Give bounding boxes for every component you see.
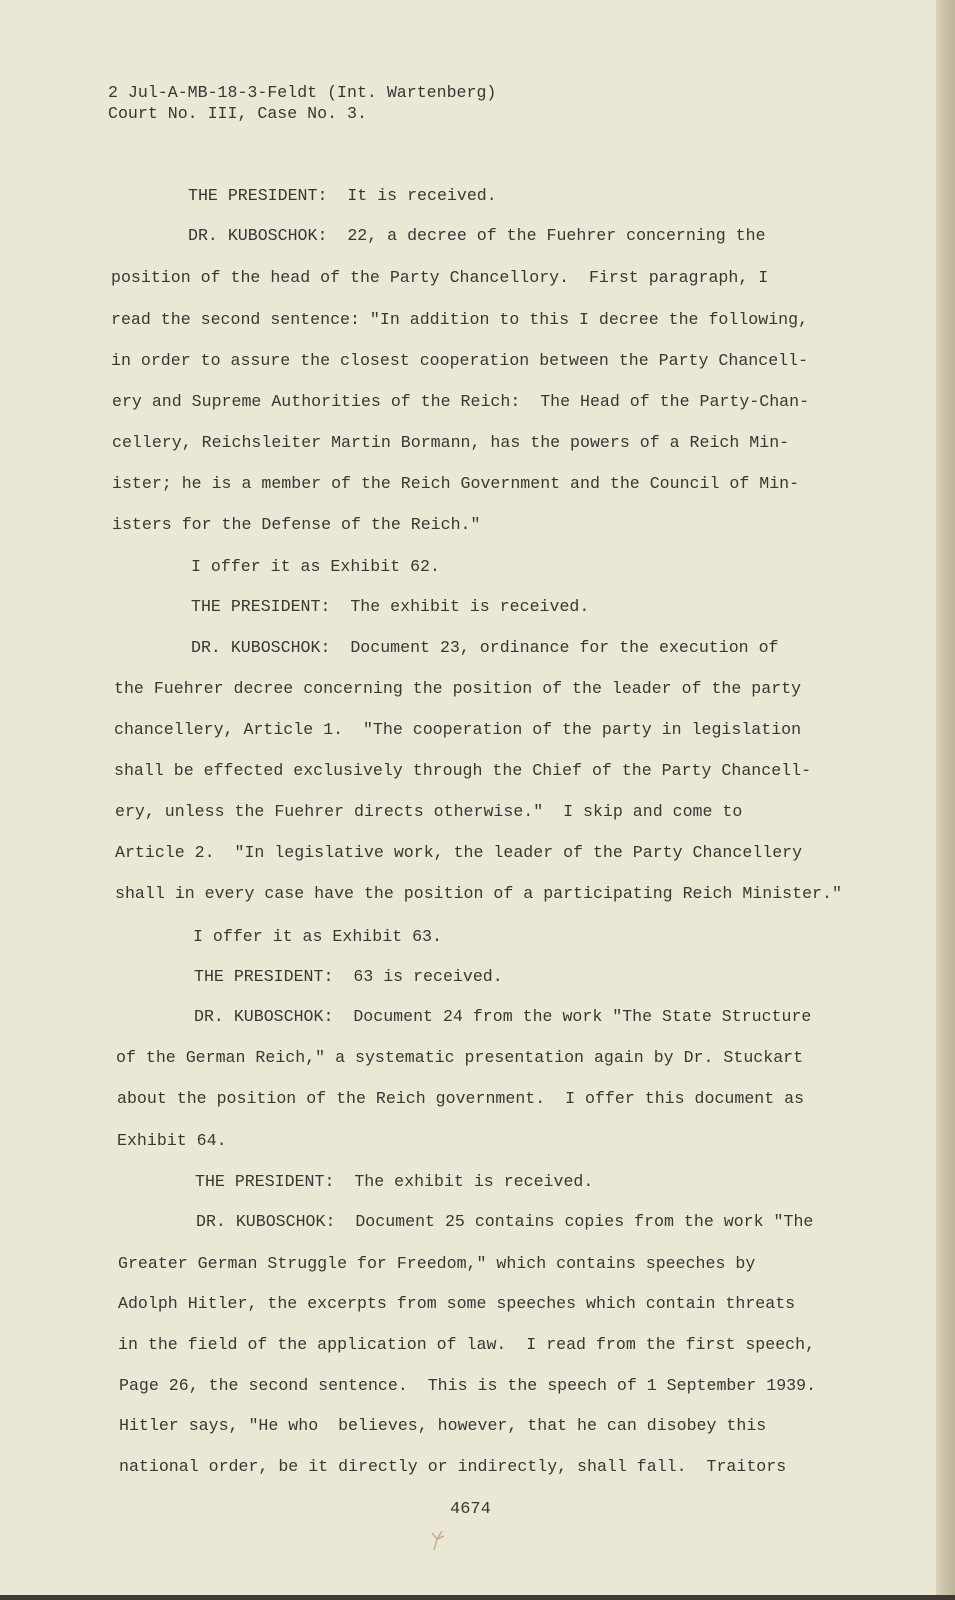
text-line: DR. KUBOSCHOK: 22, a decree of the Fuehrer concerning the <box>188 226 766 245</box>
text-line: read the second sentence: "In addition to this I decree the following, <box>111 310 809 329</box>
text-line: Adolph Hitler, the excerpts from some speeches which contain threats <box>118 1294 796 1313</box>
text-line: chancellery, Article 1. "The cooperation of the party in legislation <box>114 720 802 739</box>
text-line: the Fuehrer decree concerning the position of the leader of the party <box>114 679 802 698</box>
text-line: Exhibit 64. <box>117 1131 227 1150</box>
text-line: I offer it as Exhibit 62. <box>191 557 440 576</box>
text-line: ery and Supreme Authorities of the Reich: The Head of the Party-Chan- <box>112 392 810 411</box>
text-line: of the German Reich," a systematic presentation again by Dr. Stuckart <box>116 1048 804 1067</box>
text-line: national order, be it directly or indirectly, shall fall. Traitors <box>119 1457 787 1476</box>
text-line: ery, unless the Fuehrer directs otherwise." I skip and come to <box>115 802 743 821</box>
text-line: isters for the Defense of the Reich." <box>112 515 481 534</box>
text-line: ister; he is a member of the Reich Government and the Council of Min- <box>112 474 800 493</box>
text-line: cellery, Reichsleiter Martin Bormann, has the powers of a Reich Min- <box>112 433 790 452</box>
text-line: THE PRESIDENT: It is received. <box>188 186 497 205</box>
text-line: I offer it as Exhibit 63. <box>193 927 442 946</box>
text-line: Greater German Struggle for Freedom," which contains speeches by <box>118 1254 756 1273</box>
text-line: Article 2. "In legislative work, the leader of the Party Chancellery <box>115 843 803 862</box>
header-line-2: Court No. III, Case No. 3. <box>108 104 367 123</box>
text-line: in the field of the application of law. I read from the first speech, <box>118 1335 816 1354</box>
text-line: THE PRESIDENT: 63 is received. <box>194 967 503 986</box>
page-edge-bottom <box>0 1595 955 1600</box>
text-line: position of the head of the Party Chancellory. First paragraph, I <box>111 268 769 287</box>
text-line: shall in every case have the position of a participating Reich Minister." <box>115 884 842 903</box>
page-edge-right <box>936 0 955 1600</box>
text-line: in order to assure the closest cooperation between the Party Chancell- <box>111 351 809 370</box>
text-line: THE PRESIDENT: The exhibit is received. <box>195 1172 594 1191</box>
text-line: shall be effected exclusively through the Chief of the Party Chancell- <box>114 761 812 780</box>
text-line: DR. KUBOSCHOK: Document 24 from the work "The State Structure <box>194 1007 812 1026</box>
text-line: DR. KUBOSCHOK: Document 25 contains copies from the work "The <box>196 1212 814 1231</box>
header-line-1: 2 Jul-A-MB-18-3-Feldt (Int. Wartenberg) <box>108 83 497 102</box>
text-line: Hitler says, "He who believes, however, that he can disobey this <box>119 1416 767 1435</box>
page-number: 4674 <box>450 1500 491 1519</box>
ink-mark-icon <box>428 1525 448 1551</box>
text-line: DR. KUBOSCHOK: Document 23, ordinance for the execution of <box>191 638 779 657</box>
text-line: about the position of the Reich government. I offer this document as <box>117 1089 805 1108</box>
text-line: Page 26, the second sentence. This is the speech of 1 September 1939. <box>119 1376 817 1395</box>
text-line: THE PRESIDENT: The exhibit is received. <box>191 597 590 616</box>
